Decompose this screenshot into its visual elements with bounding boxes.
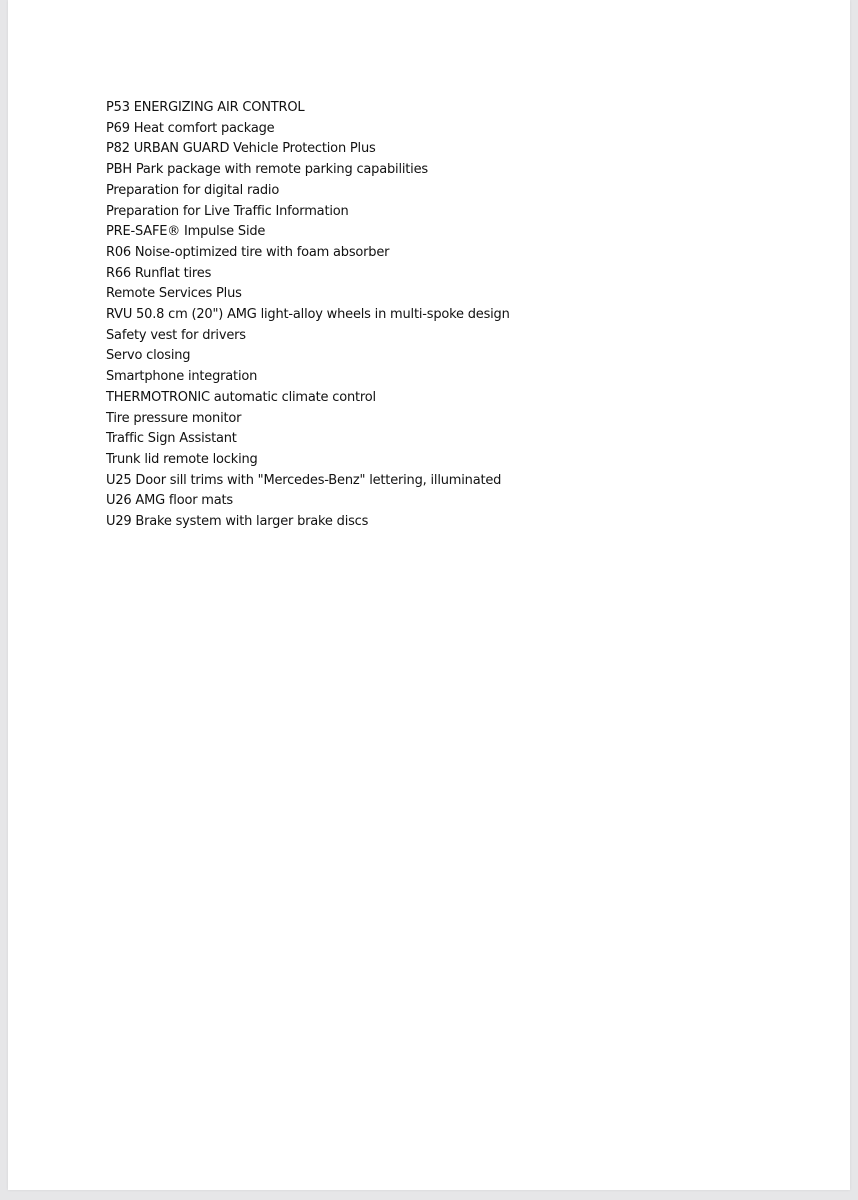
list-item: U25 Door sill trims with "Mercedes-Benz" lettering, illuminated <box>106 472 502 488</box>
list-item: R06 Noise-optimized tire with foam absorber <box>106 244 390 260</box>
list-item: THERMOTRONIC automatic climate control <box>106 389 376 405</box>
list-item: R66 Runflat tires <box>106 265 212 281</box>
list-item: PBH Park package with remote parking capabilities <box>106 162 428 178</box>
list-item: U26 AMG floor mats <box>106 493 233 509</box>
list-item: Preparation for digital radio <box>106 182 280 198</box>
list-item: Servo closing <box>106 348 191 364</box>
list-item: Trunk lid remote locking <box>106 451 258 467</box>
list-item: RVU 50.8 cm (20") AMG light-alloy wheels in multi-spoke design <box>106 307 510 323</box>
list-item: Preparation for Live Traffic Information <box>106 203 349 219</box>
list-item: Smartphone integration <box>106 369 258 385</box>
list-item: Traffic Sign Assistant <box>106 431 237 447</box>
list-item: P82 URBAN GUARD Vehicle Protection Plus <box>106 141 376 157</box>
list-item: PRE-SAFE® Impulse Side <box>106 224 266 240</box>
list-item: U29 Brake system with larger brake discs <box>106 514 369 530</box>
list-item: Safety vest for drivers <box>106 327 246 343</box>
document-page <box>8 0 850 1190</box>
list-item: P53 ENERGIZING AIR CONTROL <box>106 100 305 115</box>
list-item: Tire pressure monitor <box>106 410 242 426</box>
list-item: P69 Heat comfort package <box>106 120 275 136</box>
list-item: Remote Services Plus <box>106 286 242 302</box>
equipment-options-list <box>106 98 510 533</box>
